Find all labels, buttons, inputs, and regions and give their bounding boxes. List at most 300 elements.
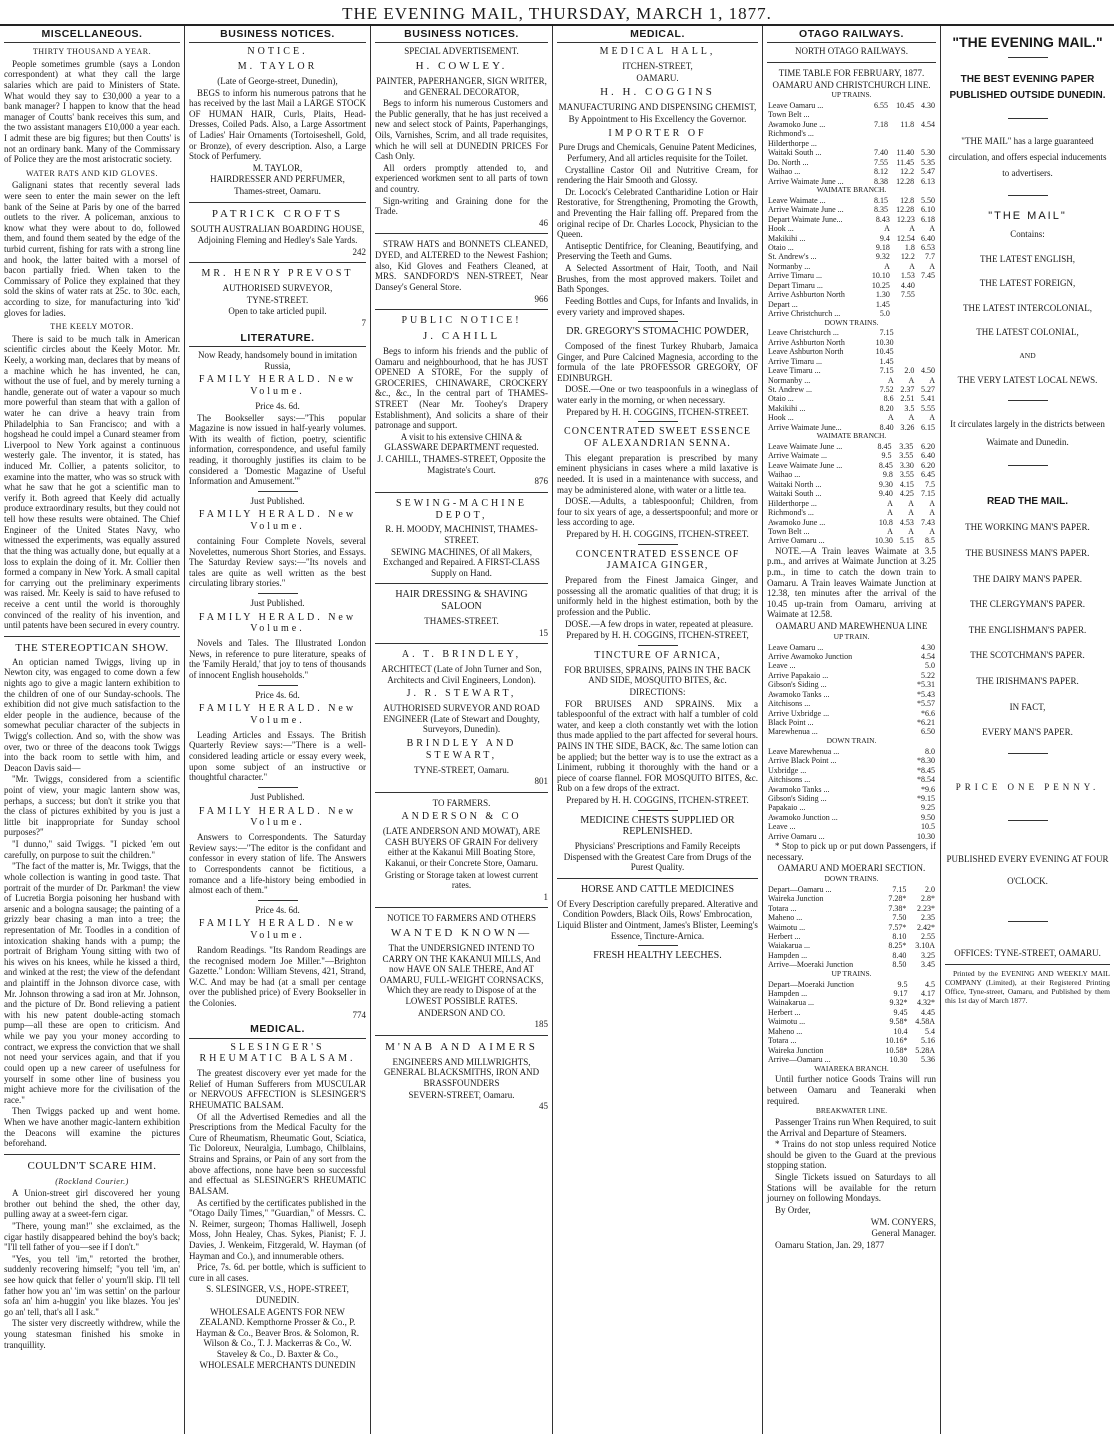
column-otago-railways (763, 26, 941, 1434)
ad-text: Dr. Locock's Celebrated Cantharidine Lotion or Hair Restorative, for Strengthening, Promoting the Growth, and Preventing the Hair falling off. Prepared from the original recipe of Dr. Charles Locock, Physician to the Queen. (557, 186, 758, 240)
ad-text: SPECIAL ADVERTISEMENT. (404, 46, 519, 57)
departure-time: A (929, 508, 935, 518)
departure-time: 10.16* (885, 1036, 908, 1046)
departure-time: 10.10 (871, 271, 890, 281)
station-name: Arrive Papakaio ... (768, 670, 829, 680)
section-subtitle: DOWN TRAINS. (824, 317, 879, 327)
ad-text: Novels and Tales. The Illustrated London News, in reference to pure literature, speaks of the 'Family Herald,' that joy to tens of thousands of innocent English households." (189, 638, 366, 681)
ad-text: Price 4s. 6d. (255, 904, 300, 915)
departure-time: A (887, 526, 893, 536)
timetable-row (767, 413, 936, 422)
story-paragraph: People sometimes grumble (says a London correspondent) at what they call the large salaries which are paid to Ministers of State. What would they say to £30,000 a year to a bank manager? I happen to know that the head manager of Coutts' bank receives this sum, and the two assistant managers £10,000 a year each. I admit these are big figures; but then Coutts' is not an ordinary bank. Many of the Commissary of Police they are the most aristocratic society. (4, 58, 180, 165)
departure-time: 7.15 (921, 489, 935, 499)
departure-time: 6.20 (921, 442, 935, 452)
ad-name: H. COWLEY. (415, 59, 508, 72)
ad-name: PATRICK CROFTS (211, 207, 344, 220)
departure-time: *5.31 (917, 680, 935, 690)
station-name: Arrive Waimate June... (768, 422, 842, 432)
departure-time (916, 290, 936, 299)
note: * Stop to pick up or put down Passengers, if necessary. (767, 841, 936, 862)
departure-time: *5.43 (917, 689, 935, 699)
station-name: Depart—Oamaru ... (768, 884, 832, 894)
promo-line: THE SCOTCHMAN'S PAPER. (970, 650, 1085, 661)
departure-time: *9.6 (921, 784, 935, 794)
divider (1008, 57, 1048, 58)
ad-text: AUTHORISED SURVEYOR AND ROAD ENGINEER (Late of Stewart and Doughty, Surveyors, Dunedin). (383, 703, 540, 735)
timetable-row (767, 394, 936, 403)
divider (945, 964, 1110, 965)
timetable-row (767, 366, 936, 375)
departure-time: 10.45 (896, 101, 915, 111)
departure-time: A (929, 526, 935, 536)
ad-text: ANDERSON AND CO. (417, 1007, 506, 1018)
timetable-row (767, 300, 936, 309)
timetable-row (767, 442, 936, 451)
departure-time: 10.4 (893, 1026, 908, 1036)
departure-time: A (929, 498, 935, 508)
departure-time: 9.58* (889, 1017, 908, 1027)
story-paragraph: An optician named Twiggs, living up in Newton city, was engaged to come down a few nights ago to give a magic lantern exhibition to the children of one of our Sunday-schools. The exhibition did not give much satisfaction to the elder people in the audience, because of the somewhat peculiar character of the subjects in Twigg's collection. And so, with the show was over, two or three of the deacons took Twiggs into the back room to settle with him, and Deacon Davis said— (4, 656, 180, 773)
station-name: Herbert ... (768, 932, 801, 941)
signature-role: General Manager. (871, 1228, 936, 1239)
ad-text: Physicians' Prescriptions and Family Receipts Dispensed with the Greatest Care from Drugs of the Purest Quality. (563, 841, 752, 873)
departure-time: 6.13 (921, 176, 935, 186)
station-name: Arrive Ashburton North (768, 290, 845, 300)
heading-miscellaneous: MISCELLANEOUS. (4, 26, 180, 43)
divider (4, 1154, 180, 1155)
departure-time: *9.15 (917, 793, 935, 803)
ad-name: TINCTURE OF ARNICA, (594, 649, 721, 661)
departure-time (915, 129, 936, 138)
station-name: Depart—Moeraki Junction (768, 979, 854, 989)
station-name: Hook ... (768, 224, 794, 234)
ad-name: DR. GREGORY'S STOMACHIC POWDER, (566, 326, 749, 338)
departure-time: 5.0 (925, 661, 935, 671)
departure-time: 7.45 (921, 271, 935, 281)
station-name: Hook ... (768, 413, 794, 423)
station-name: Arrive Oamaru ... (768, 536, 825, 546)
departure-time: 9.32* (889, 998, 908, 1008)
divider (375, 1035, 548, 1036)
divider (258, 900, 298, 901)
departure-time: 6.15 (921, 422, 935, 432)
heading-medical: MEDICAL. (557, 26, 758, 43)
heading-literature: LITERATURE. (189, 330, 366, 347)
timetable-row (767, 1046, 936, 1055)
timetable-row (767, 499, 936, 508)
timetable-row (767, 1027, 936, 1036)
heading-otago-railways: OTAGO RAILWAYS. (767, 26, 936, 43)
timetable-row (767, 794, 936, 803)
ad-text: Prepared by H. H. COGGINS, ITCHEN-STREET. (566, 406, 749, 417)
timetable-row (767, 690, 936, 699)
ad-text: Prepared by H. H. COGGINS, ITCHEN-STREET. (566, 529, 749, 540)
promo-line: THE LATEST FOREIGN, (979, 278, 1076, 289)
divider (258, 491, 298, 492)
departure-time: 1.30 (875, 290, 890, 300)
station-name: Awamoko Tanks ... (768, 784, 830, 794)
ad-text: Leading Articles and Essays. The British Quarterly Review says:—"There is a well-considered leading article or essay every week, upon some subject of an instructive or thoughtful character." (189, 729, 366, 783)
story-paragraph: Then Twiggs packed up and went home. When we have another magic-lantern exhibition the Deacons will examine the pictures beforehand. (4, 1106, 180, 1149)
departure-time: 6.40 (921, 451, 935, 461)
departure-time: 9.17 (893, 989, 908, 999)
departure-time: 12.2 (900, 252, 915, 262)
station-name: Depart Waimate June... (768, 214, 843, 224)
timetable-row (767, 680, 936, 689)
station-name: Herbert ... (768, 1007, 801, 1017)
departure-time (915, 338, 936, 347)
ad-number: 242 (352, 246, 366, 257)
station-name: Waimotu ... (768, 1017, 806, 1027)
ad-name: WANTED KNOWN— (390, 927, 533, 940)
station-name: Leave Waimate June ... (768, 460, 843, 470)
departure-time: 5.4 (925, 1026, 935, 1036)
story-paragraph: The sister very discreetly withdrew, while the young statesman finished his smoke in tranquillity. (4, 1318, 180, 1350)
promo-line: THE ENGLISHMAN'S PAPER. (968, 624, 1087, 635)
departure-time: 2.42* (917, 922, 935, 932)
departure-time: 4.30 (921, 642, 935, 652)
timetable-row (767, 766, 936, 775)
note: NOTE.—A Train leaves Waimate at 3.5 p.m., and arrives at Waimate Junction at 3.25 p.m., in time to catch the down train to Oamaru. A Train leaves Waimate Junction at 12.38, ten minutes after the arrival of the 10.45 up-train from Oamaru, arriving at Waimate at 12.58. (767, 545, 936, 620)
departure-time: 5.50 (921, 195, 935, 205)
promo-circulation: "THE MAIL" has a large guaranteed circulation, and offers especial inducements to advertisers. (948, 135, 1107, 178)
timetable-row (767, 461, 936, 470)
divider (638, 810, 678, 811)
ad-title: NOTICE TO FARMERS AND OTHERS (386, 913, 537, 924)
section-subtitle: WAIMATE BRANCH. (816, 184, 887, 194)
ad-text: AUTHORISED SURVEYOR, (222, 283, 333, 294)
departure-time (889, 139, 915, 148)
station-name: Arrive Black Point ... (768, 756, 837, 766)
divider (557, 878, 758, 879)
departure-time: A (887, 375, 894, 385)
story-source: (Rockland Courier.) (55, 1176, 129, 1186)
departure-time: 8.45 (877, 442, 892, 452)
departure-time: 5.0 (879, 309, 890, 319)
station-name: Depart Timaru ... (768, 280, 823, 290)
timetable-row (767, 271, 936, 280)
timetable-row (767, 508, 936, 517)
ad-text: Adjoining Fleming and Hedley's Sale Yards. (197, 235, 358, 246)
station-name: Leave Waimate ... (768, 195, 826, 205)
timetable-row (767, 661, 936, 670)
timetable-row (767, 205, 936, 214)
departure-time: 3.45 (921, 960, 935, 970)
departure-time: 7.50 (892, 913, 907, 923)
section-subtitle: WAIMATE BRANCH. (816, 431, 887, 441)
timetable-row (767, 243, 936, 252)
promo-line: THE IRISHMAN'S PAPER. (976, 676, 1079, 686)
departure-time: 9.5 (897, 979, 908, 989)
ad-number: 1 (543, 891, 548, 902)
divider (189, 262, 366, 263)
divider (189, 202, 366, 203)
departure-time (889, 110, 915, 119)
ad-text: A visit to his extensive CHINA & GLASSWARE DEPARTMENT requested. (384, 431, 539, 453)
column-medical (553, 26, 763, 1434)
promo-best: THE BEST EVENING PAPER PUBLISHED OUTSIDE DUNEDIN. (949, 73, 1106, 101)
departure-time: 12.2 (900, 167, 915, 177)
promo-mail: "THE MAIL" (988, 210, 1067, 223)
departure-time (916, 300, 936, 309)
timetable (767, 747, 936, 841)
divider (638, 421, 678, 422)
note: Until further notice Goods Trains will run between Oamaru and Teaneraki when required. (767, 1074, 936, 1106)
ad-text: That the UNDERSIGNED INTEND TO CARRY ON THE KAKANUI MILLS, And now HAVE ON SALE THERE, And AT OAMARU, FULL-WEIGHT CORNSACKS, Which they are ready to Dispose of at the LOWEST POSSIBLE RATES. (379, 942, 544, 1007)
departure-time (895, 357, 916, 366)
departure-time: 7.38* (888, 903, 907, 913)
ad-text: HAIRDRESSER AND PERFUMER, (210, 174, 345, 185)
departure-time: 8.12 (874, 167, 889, 177)
ad-text: Price, 7s. 6d. per bottle, which is sufficient to cure in all cases. (189, 1262, 366, 1283)
departure-time: 8.0 (925, 746, 935, 756)
station-name: Arrive—Oamaru ... (768, 1055, 831, 1065)
station-name: Waireka Junction (768, 1045, 824, 1055)
departure-time: 6.40 (921, 233, 935, 243)
departure-time (891, 300, 916, 309)
station-name: Awamoko June ... (768, 517, 826, 527)
timetable-row (767, 1008, 936, 1017)
promo-title: "THE EVENING MAIL." (952, 34, 1103, 50)
station-name: Totara ... (768, 903, 797, 913)
ad-text: FOR BRUISES, SPRAINS, PAINS IN THE BACK AND SIDE, MOSQUITO BITES, &c. (564, 664, 751, 686)
timetable (767, 196, 936, 215)
departure-time: 6.55 (874, 101, 889, 111)
departure-time (916, 309, 936, 318)
ad-text: Pure Drugs and Chemicals, Genuine Patent Medicines, Perfumery, And all articles requisite for the Toilet. (558, 142, 757, 163)
departure-time: 9.45 (893, 1007, 908, 1017)
station-name: Wainakarua ... (768, 998, 814, 1008)
ad-name: FAMILY HERALD. New Volume. (198, 918, 357, 942)
ad-number: 876 (534, 476, 548, 487)
timetable-row (767, 894, 936, 903)
timetable-row (767, 822, 936, 831)
promo-and: AND (1019, 351, 1036, 361)
promo-circulation: It circulates largely in the districts between Waimate and Dunedin. (950, 418, 1105, 447)
timetable (767, 215, 936, 319)
departure-time: *6.6 (921, 708, 935, 718)
timetable-row (767, 671, 936, 680)
ad-number: 185 (534, 1019, 548, 1030)
departure-time: 6.53 (921, 243, 935, 253)
departure-time: 2.37 (900, 384, 915, 394)
ad-text: TYNE-STREET. (246, 294, 309, 305)
departure-time: 7.18 (874, 119, 889, 129)
ad-name: FAMILY HERALD. New Volume. (198, 611, 357, 635)
departure-time: 3.10A (915, 941, 935, 951)
timetable-row (767, 913, 936, 922)
departure-time: 2.35 (921, 913, 935, 923)
promo-read: READ THE MAIL. (986, 495, 1069, 507)
timetable-row (767, 803, 936, 812)
promo-publish: PUBLISHED EVERY EVENING AT FOUR O'CLOCK. (946, 854, 1109, 887)
departure-time: 9.50 (921, 812, 935, 822)
station-name: St. Andrew's ... (768, 252, 817, 262)
ad-name: FAMILY HERALD. New Volume. (198, 805, 357, 829)
story-title: THIRTY THOUSAND A YEAR. (32, 47, 152, 57)
timetable-row (767, 536, 936, 545)
departure-time (868, 110, 889, 119)
timetable-row (767, 998, 936, 1007)
timetable-row (767, 785, 936, 794)
departure-time: 5.16 (921, 1036, 935, 1046)
departure-time: 6.45 (921, 470, 935, 480)
departure-time: 7.55 (900, 290, 915, 300)
departure-time: 4.54 (921, 119, 935, 129)
ad-text: M. TAYLOR, (252, 162, 303, 173)
departure-time: 2.51 (900, 394, 915, 404)
columns (0, 26, 1114, 1434)
ad-text: Of all the Advertised Remedies and all the Prescriptions from the Medical Faculty for the Cure of Rheumatism, Rheumatic Gout, Sciatica, Tic Doloreux, Neuralgia, Lumbago, Chilblains, Strains and Sprains, or Pain of any sort from the above affections, none have been so successful and effectual as SLESINGER'S RHEUMATIC BALSAM. (189, 1111, 366, 1196)
ad-title: TO FARMERS. (432, 797, 491, 808)
story-title: THE STEREOPTICAN SHOW. (15, 641, 169, 654)
divider (375, 792, 548, 793)
ad-name: MEDICINE CHESTS SUPPLIED OR REPLENISHED. (580, 814, 735, 838)
departure-time (915, 328, 936, 337)
divider (375, 492, 548, 493)
station-name: Maheno ... (768, 1026, 803, 1036)
story-paragraph: "There, young man!" she exclaimed, as the cigar hastily disappeared behind the boy's back; "I'll tell father of you—see if I don't." (4, 1221, 180, 1253)
timetable-row (767, 480, 936, 489)
ad-text: SEVERN-STREET, Oamaru. (408, 1089, 515, 1100)
ad-text: Crystalline Castor Oil and Nutritive Cream, for rendering the Hair Smooth and Glossy. (557, 164, 758, 186)
ad-name: M'NAB AND AIMERS (385, 1040, 538, 1053)
ad-text: Of Every Description carefully prepared. Alterative and Condition Powders, Black Oils, Rows' Embrocation, Liquid Blister and Ointment, James's Blister, Leeming's Essence, Tincture-Arnica. (557, 898, 758, 941)
station-name: Arrive Uxbridge ... (768, 708, 830, 718)
ad-text: STRAW HATS and BONNETS CLEANED, DYED, and ALTERED to the Newest Fashion; also, Kid Gloves and Feathers Cleaned, at MRS. SANDFORD'S NEN-STREET, Near Dansey's General Store. (375, 239, 548, 292)
station-name: Do. North ... (768, 157, 809, 167)
departure-time: 4.53 (899, 517, 914, 527)
departure-time: 1.53 (900, 271, 915, 281)
departure-time (895, 347, 916, 356)
station-name: Waitaki North ... (768, 479, 822, 489)
station-name: Makikihi ... (768, 233, 806, 243)
departure-time: 2.0 (925, 884, 935, 894)
divider (767, 62, 936, 63)
section-subtitle: UP TRAIN. (833, 631, 870, 641)
departure-time: 4.5 (925, 979, 935, 989)
timetable-row (767, 813, 936, 822)
date-line: Oamaru Station, Jan. 29, 1877 (775, 1239, 885, 1250)
timetable-row (767, 110, 936, 119)
ad-text: TYNE-STREET, Oamaru. (413, 764, 510, 775)
ad-text: WHOLESALE AGENTS FOR NEW ZEALAND. Kempthorne Prosser & Co., P. Hayman & Co., Beaver Bros. & Solomon, R. Wilson & Co., T. J. Mackerras & Co., W. Staveley & Co., D. Baxter & Co., WHOLESALE MERCHANTS DUNEDIN (196, 1306, 359, 1370)
station-name: Marewhenua ... (768, 727, 818, 737)
departure-time: 8.15 (874, 195, 889, 205)
timetable-row (767, 489, 936, 498)
timetable-row (767, 756, 936, 765)
timetable-row (767, 224, 936, 233)
departure-time (916, 281, 936, 290)
station-name: Hilderthorpe ... (768, 138, 817, 148)
timetable-row (767, 527, 936, 536)
timetable-row (767, 718, 936, 727)
station-name: Arrive Ashburton North (768, 337, 845, 347)
station-name: Arrive Waimate June ... (768, 205, 844, 215)
ad-text: MANUFACTURING AND DISPENSING CHEMIST, (558, 102, 757, 113)
ad-text: Open to take articled pupil. (228, 306, 327, 317)
ad-number: 801 (534, 776, 548, 787)
departure-time: 8.35 (874, 205, 889, 215)
timetable-row (767, 941, 936, 950)
departure-time: A (908, 413, 915, 423)
story-paragraph: Galignani states that recently several lads were seen to enter the main sewer on the left bank of the Seine at Paris by one of the barred outlets to the river. A policeman, anxious to know what they were about to do, followed them, and found them seated by the edge of the turbid current, fishing for rats with a strong line and hook, the latter baited with a morsel of bacon partially fried. When taken to the Commissary of Police they explained that they sold the skins of water rats at 25c. to 30c. each, according to size, for manufacturing into 'kid' gloves for ladies. (4, 180, 180, 318)
note: By Order, (775, 1204, 811, 1215)
departure-time: *8.54 (917, 775, 935, 785)
ad-text: As certified by the certificates published in the "Otago Daily Times," "Guardian," of Messrs. C. N. Reimer, surgeon; Thomas Halliwell, Joseph Moss, John Healey, Chas. Sykes, Pianist; F. J. Davies, J. Wenkeim, Fitzgerald, W. Hayman (of Hayman and Co.), and innumerable others. (189, 1197, 366, 1261)
timetable-row (767, 215, 936, 224)
ad-text: SEWING MACHINES, Of all Makers, Exchanged and Repaired. A FIRST-CLASS Supply on Hand. (383, 546, 540, 578)
ad-text: SOUTH AUSTRALIAN BOARDING HOUSE, (190, 223, 365, 234)
departure-time: 3.26 (900, 422, 915, 432)
timetable-row (767, 1017, 936, 1026)
ad-name: A. T. BRINDLEY, (401, 649, 522, 661)
ad-text: Now Ready, handsomely bound in imitation Russia, (198, 350, 357, 371)
departure-time: 4.45 (921, 1007, 935, 1017)
divider (375, 907, 548, 908)
departure-time: 8.38 (874, 176, 889, 186)
station-name: Arrive Oamaru ... (768, 831, 825, 841)
ad-name: CONCENTRATED SWEET ESSENCE OF ALEXANDRIAN SENNA. (564, 426, 751, 449)
departure-time: *6.21 (917, 718, 935, 728)
timetable-row (767, 262, 936, 271)
timetable-row (767, 167, 936, 176)
station-name: Town Belt ... (768, 526, 810, 536)
section-title: OAMARU AND CHRISTCHURCH LINE. (772, 79, 931, 90)
ad-name: SLESINGER'S RHEUMATIC BALSAM. (199, 1041, 356, 1065)
imprint: Printed by the EVENING AND WEEKLY MAIL COMPANY (Limited), at their Registered Printing Office, Tyne-street, Oamaru, and Published by them this 1st day of March 1877. (945, 969, 1110, 1005)
promo-line: THE CLERGYMAN'S PAPER. (969, 599, 1086, 610)
departure-time: 7.40 (874, 148, 889, 158)
departure-time: A (929, 224, 935, 234)
timetable-row (767, 775, 936, 784)
station-name: Aitchisons ... (768, 775, 811, 785)
timetable-row (767, 357, 936, 366)
ad-name: CONCENTRATED ESSENCE OF JAMAICA GINGER, (575, 548, 740, 572)
story-paragraph: A Union-street girl discovered her young brother out behind the shed, the other day, pulling away at a sweet-fern cigar. (4, 1188, 180, 1220)
promo-line: THE LATEST INTERCOLONIAL, (962, 302, 1093, 313)
departure-time: 12.23 (896, 214, 915, 224)
departure-time (868, 139, 889, 148)
departure-time: 8.25* (888, 941, 907, 951)
promo-line: THE VERY LATEST LOCAL NEWS. (957, 374, 1098, 385)
timetable-row (767, 980, 936, 989)
station-name: Town Belt ... (768, 110, 810, 120)
column-miscellaneous (0, 26, 185, 1434)
departure-time: 9.32 (875, 252, 890, 262)
station-name: Leave Christchurch ... (768, 328, 839, 338)
divider (258, 685, 298, 686)
departure-time: 11.40 (896, 148, 915, 158)
section-subtitle: DOWN TRAIN. (826, 735, 877, 745)
departure-time (895, 328, 916, 337)
departure-time: 5.28A (915, 1045, 935, 1055)
departure-time: 7.5 (925, 479, 935, 489)
station-name: St. Andrew ... (768, 384, 812, 394)
departure-time: 3.5 (904, 403, 915, 413)
ad-text: Composed of the finest Turkey Rhubarb, Jamaica Ginger, and Pure Calcined Magnesia, according to the formula of the late PROFESSOR GREGORY, OF EDINBURGH. (557, 340, 758, 383)
timetable-row (767, 709, 936, 718)
departure-time: 9.5 (881, 451, 892, 461)
ad-title: PUBLIC NOTICE! (401, 315, 522, 327)
ad-text: Antiseptic Dentifrice, for Cleaning, Beautifying, and Preserving the Teeth and Gums. (557, 240, 758, 262)
story-paragraph: There is said to be much talk in American scientific circles about the Keely Motor. Mr. Keely, a working man, declares that by means of a machine which he has invented, he can, without the use of fuel, and by merely turning a handle, generate out of water a vapour so much more powerful than steam that with a gallon of water he can drive a heavy train from Philadelphia to San Francisco; and with a hogshead he could impel a Cunard steamer from Liverpool to New York against a continuous westerly gale. The inventor, it is stated, has induced Mr. Collier, a patents solicitor, to examine into the matter, who was so struck with what he saw that he got a scientific man to verify it. Both agreed that Keely did actually produce extraordinary results, but they could not tell how these results were obtained. The Chief Engineer of the United States Navy, who witnessed the experiments, was equally assured that the thing was actually done, but equally at a loss to explain the doing of it. Mr. Collier then formed a company in New York. A small capital for carrying out the preliminary experiments was raised. Mr. Keely is said to have refused to receive a cent until the world is thoroughly convinced of the reality of his invention, and until patents have been secured in every country. (4, 333, 180, 631)
ad-text: FOR BRUISES AND SPRAINS. Mix a tablespoonful of the extract with half a tumbler of cold water, and keep a cloth constantly wet with the lotion thus made applied to the part affected for several hours. PAINS IN THE SIDE, BACK, &c. The same lotion can be applied; but the better way is to use the extract as a Liniment, rubbing it thoroughly with the hand or a piece of coarse flannel. FOR MOSQUITO BITES, &c. Rub on a few drops of the extract. (557, 698, 758, 794)
departure-time: 9.25 (921, 803, 935, 813)
heading-medical: MEDICAL. (189, 1021, 366, 1038)
station-name: Arrive Waimate June ... (768, 176, 844, 186)
ad-text: THAMES-STREET. (424, 616, 499, 627)
